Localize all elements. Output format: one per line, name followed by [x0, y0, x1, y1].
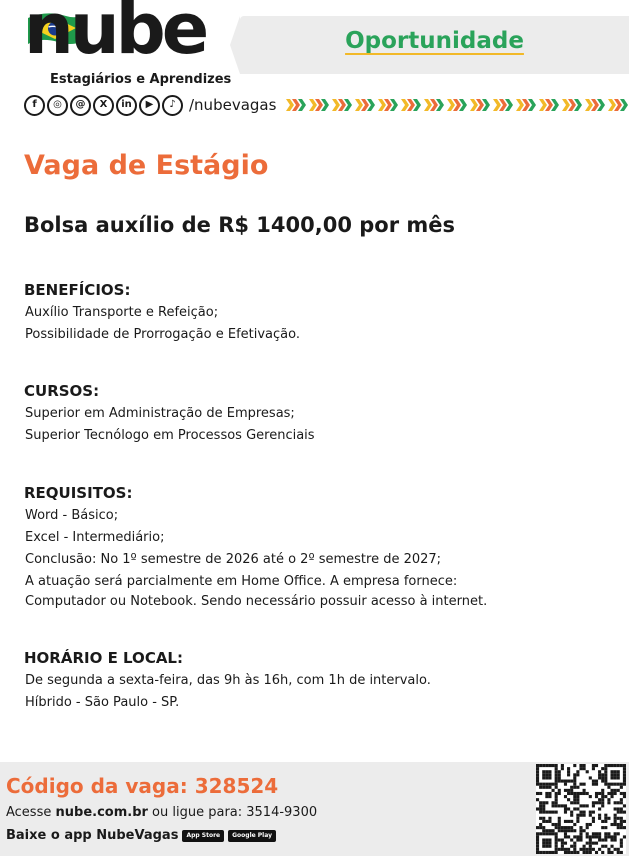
- chevron-icon: [608, 99, 616, 111]
- site-link[interactable]: nube.com.br: [55, 805, 148, 820]
- logo-subtitle: Estagiários e Aprendizes: [50, 72, 232, 87]
- social-links: [24, 94, 276, 116]
- chevron-icon: [424, 99, 432, 111]
- decorative-chevrons: [286, 97, 629, 113]
- job-code: Código da vaga: 328524: [6, 774, 279, 798]
- contact-suffix: ou ligue para: 3514-9300: [147, 805, 318, 820]
- qr-code-icon[interactable]: [535, 764, 627, 854]
- facebook-icon[interactable]: f: [24, 95, 45, 116]
- courses-heading: CURSOS:: [24, 382, 100, 400]
- contact-prefix: Acesse: [6, 805, 56, 820]
- list-item: Excel - Intermediário;: [25, 530, 165, 545]
- banner-title: Oportunidade: [345, 28, 524, 54]
- header: [0, 0, 629, 120]
- list-item: Word - Básico;: [25, 508, 119, 523]
- chevron-icon: [401, 99, 409, 111]
- list-item: Superior Tecnólogo em Processos Gerenciais: [25, 428, 315, 443]
- footer: [0, 762, 629, 856]
- app-label: Baixe o app NubeVagas: [6, 828, 179, 843]
- chevron-icon: [378, 99, 386, 111]
- chevron-icon: [286, 99, 294, 111]
- threads-icon[interactable]: @: [70, 95, 91, 116]
- tiktok-icon[interactable]: ♪: [162, 95, 183, 116]
- chevron-icon: [332, 99, 340, 111]
- app-line: [6, 828, 276, 843]
- chevron-icon: [355, 99, 363, 111]
- salary: Bolsa auxílio de R$ 1400,00 por mês: [24, 213, 456, 237]
- list-item: A atuação será parcialmente em Home Office. A empresa fornece: Computador ou Notebook. Sendo necessário possuir acesso à internet.: [25, 574, 488, 609]
- requirements-heading: REQUISITOS:: [24, 484, 133, 502]
- app-store-badge[interactable]: App Store: [182, 830, 224, 842]
- list-item: Superior em Administração de Empresas;: [25, 406, 295, 421]
- logo-wordmark: nube: [24, 0, 206, 70]
- linkedin-icon[interactable]: in: [116, 95, 137, 116]
- benefits-heading: BENEFÍCIOS:: [24, 281, 131, 299]
- contact-line: [6, 805, 317, 820]
- requirements-section: [24, 484, 614, 614]
- list-item: De segunda a sexta-feira, das 9h às 16h, com 1h de intervalo.: [25, 673, 431, 688]
- chevron-icon: [309, 99, 317, 111]
- google-play-badge[interactable]: Google Play: [228, 830, 276, 842]
- chevron-icon: [493, 99, 501, 111]
- chevron-icon: [539, 99, 547, 111]
- courses-section: [24, 382, 614, 448]
- chevron-icon: [447, 99, 455, 111]
- job-title: Vaga de Estágio: [24, 150, 269, 181]
- schedule-section: [24, 649, 614, 715]
- list-item: Auxílio Transporte e Refeição;: [25, 305, 219, 320]
- social-handle[interactable]: /nubevagas: [189, 96, 277, 114]
- chevron-icon: [562, 99, 570, 111]
- list-item: Híbrido - São Paulo - SP.: [25, 695, 180, 710]
- chevron-icon: [470, 99, 478, 111]
- youtube-icon[interactable]: ▶: [139, 95, 160, 116]
- benefits-section: [24, 281, 614, 347]
- list-item: Conclusão: No 1º semestre de 2026 até o 2º semestre de 2027;: [25, 552, 442, 567]
- chevron-icon: [516, 99, 524, 111]
- instagram-icon[interactable]: ◎: [47, 95, 68, 116]
- x-icon[interactable]: X: [93, 95, 114, 116]
- opportunity-banner: [240, 16, 629, 74]
- nube-logo: [24, 0, 232, 90]
- list-item: Possibilidade de Prorrogação e Efetivação.: [25, 327, 300, 342]
- schedule-heading: HORÁRIO E LOCAL:: [24, 649, 183, 667]
- chevron-icon: [585, 99, 593, 111]
